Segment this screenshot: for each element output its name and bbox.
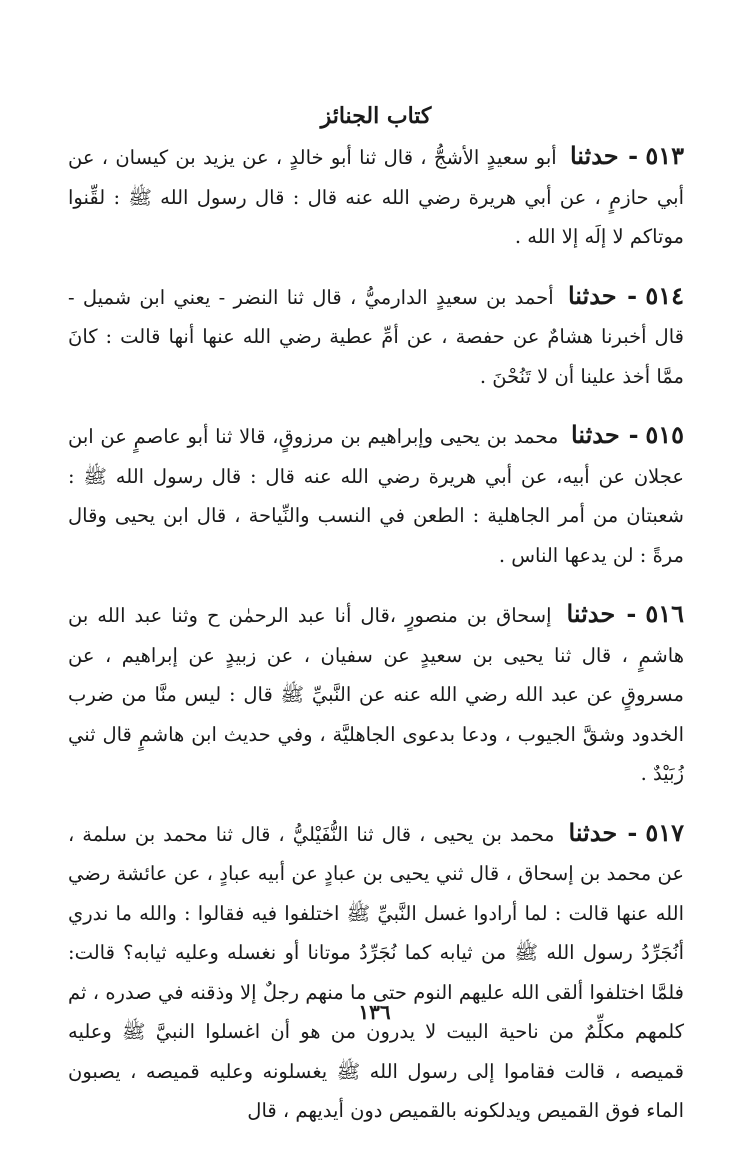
hadith-dash: - xyxy=(616,280,638,310)
hadith-heading: حدثنا xyxy=(571,420,620,449)
hadith-heading: حدثنا xyxy=(566,599,616,628)
hadith-dash: - xyxy=(617,817,638,847)
book-page xyxy=(68,100,684,1150)
chapter-title: كتاب الجنائز xyxy=(320,103,432,129)
hadith-number: ٥١٤ xyxy=(645,280,685,310)
hadith-heading: حدثنا xyxy=(569,141,619,170)
hadith-number: ٥١٧ xyxy=(645,817,685,847)
hadith-text: محمد بن يحيى وإبراهيم بن مرزوقٍ، قالا ثنا أبو عاصمٍ عن ابن عجلان عن أبيه، عن أبي هريرة رضي الله عنه قال : قال رسول الله ﷺ : شعبتان من أمر الجاهلية : الطعن في النسب والنِّياحة ، قال ابن يحيى وقال مرةً : لن يدعها الناس . xyxy=(68,425,684,567)
hadith-517 xyxy=(68,813,684,1131)
hadith-514 xyxy=(68,276,684,397)
hadith-number: ٥١٦ xyxy=(645,599,684,628)
hadith-516 xyxy=(68,594,684,794)
hadith-text: إسحاق بن منصورٍ ،قال أنا عبد الرحمٰن ح وثنا عبد الله بن هاشمٍ ، قال ثنا يحيى بن سعيدٍ عن سفيان ، عن زبيدٍ عن إبراهيم ، عن مسروقٍ عن عبد الله رضي الله عنه عن النَّبيِّ ﷺ قال : ليس منَّا من ضرب الخدود وشقَّ الجيوب ، ودعا بدعوى الجاهليَّة ، وفي حديث ابن هاشمٍ قال ثني زُبَيْدٌ . xyxy=(68,604,684,785)
hadith-heading: حدثنا xyxy=(568,817,618,847)
hadith-text: أحمد بن سعيدٍ الدارميُّ ، قال ثنا النضر - يعني ابن شميل - قال أخبرنا هشامٌ عن حفصة ، عن أمِّ عطية رضي الله عنها أنها قالت : كانَ ممَّا أخذ علينا أن لا تَنُحْنَ . xyxy=(68,285,684,388)
hadith-515 xyxy=(68,415,684,575)
page-number: ١٣٦ xyxy=(358,1000,391,1024)
hadith-dash: - xyxy=(615,599,637,628)
hadith-dash: - xyxy=(619,420,639,449)
hadith-text: أبو سعيدٍ الأشجُّ ، قال ثنا أبو خالدٍ ، عن يزيد بن كيسان ، عن أبي حازمٍ ، عن أبي هريرة رضي الله عنه قال : قال رسول الله ﷺ : لقِّنوا موتاكم لا إلَه إلا الله . xyxy=(68,146,684,248)
hadith-number: ٥١٥ xyxy=(645,420,684,449)
hadith-513 xyxy=(68,136,684,257)
hadith-heading: حدثنا xyxy=(567,280,617,310)
hadith-number: ٥١٣ xyxy=(645,141,684,170)
hadith-dash: - xyxy=(618,141,639,170)
hadith-text: محمد بن يحيى ، قال ثنا النُّفَيْليُّ ، قال ثنا محمد بن سلمة ، عن محمد بن إسحاق ، قال ثني يحيى بن عبادٍ عن أبيه عبادٍ ، عن عائشة رضي الله عنها قالت : لما أرادوا غسل النَّبيِّ ﷺ اختلفوا فيه فقالوا : والله ما ندري أنُجَرِّدُ رسول الله ﷺ من ثيابه كما نُجَرِّدُ موتانا أو نغسله وعليه ثيابه؟ قالت: فلمَّا اختلفوا ألقى الله عليهم النوم حتى ما منهم رجلٌ إلا وذقنه في صدره ، ثم كلمهم مكلِّمٌ من ناحية البيت لا يدرون من هو أن اغسلوا النبيَّ ﷺ وعليه قميصه ، قالت فقاموا إلى رسول الله ﷺ يغسلونه وعليه قميصه ، يصبون الماء فوق القميص ويدلكونه بالقميص دون أيديهم ، قال xyxy=(68,822,684,1122)
